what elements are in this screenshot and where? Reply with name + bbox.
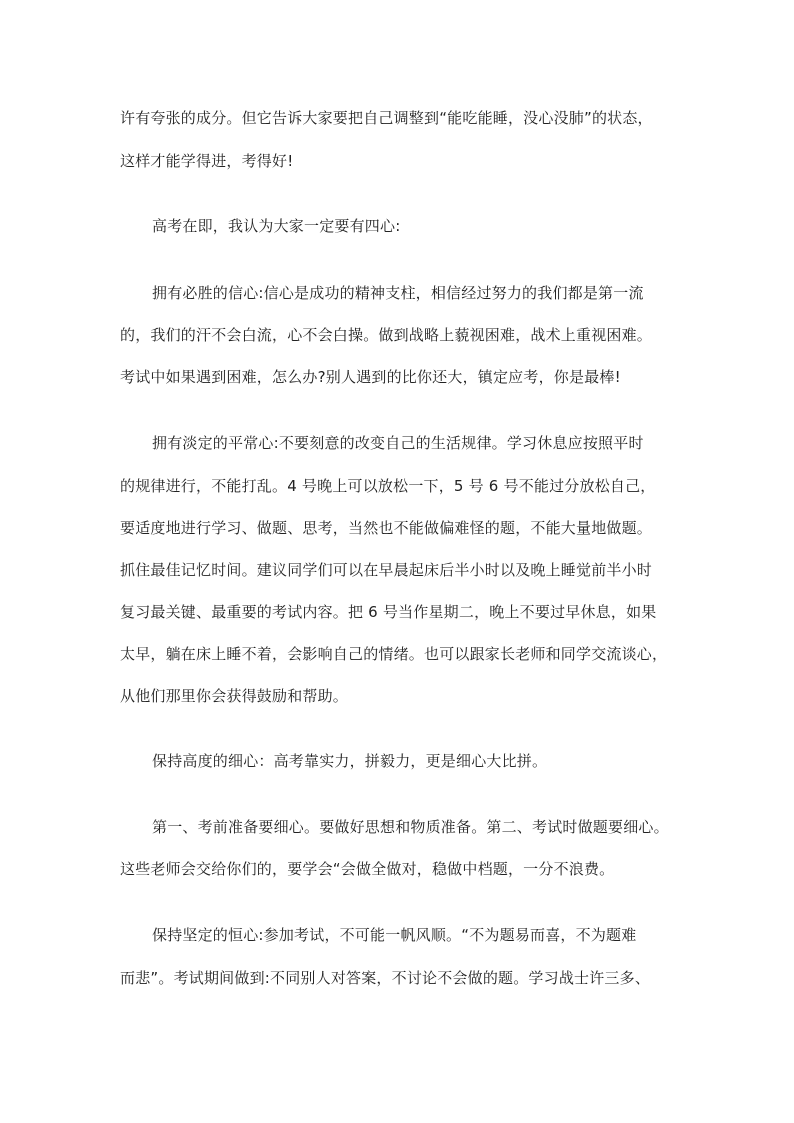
text-line-14: 保持高度的细心：高考靠实力，拼毅力，更是细心大比拼。	[152, 752, 548, 770]
text-line-15: 第一、考前准备要细心。要做好思想和物质准备。第二、考试时做题要细心。	[152, 818, 669, 836]
text-line-7: 拥有淡定的平常心:不要刻意的改变自己的生活规律。学习休息应按照平时	[152, 434, 644, 452]
text-line-11: 复习最关键、最重要的考试内容。把 6 号当作星期二，晚上不要过早休息，如果	[120, 603, 657, 621]
text-line-6: 考试中如果遇到困难，怎么办?别人遇到的比你还大，镇定应考，你是最棒!	[120, 368, 621, 386]
text-line-4: 拥有必胜的信心:信心是成功的精神支柱，相信经过努力的我们都是第一流	[152, 284, 644, 302]
text-line-10: 抓住最佳记忆时间。建议同学们可以在早晨起床后半小时以及晚上睡觉前半小时	[120, 561, 653, 579]
text-line-18: 而悲”。考试期间做到:不同别人对答案，不讨论不会做的题。学习战士许三多、	[120, 969, 651, 987]
text-line-8: 的规律进行，不能打乱。4 号晚上可以放松一下，5 号 6 号不能过分放松自己，	[120, 477, 656, 495]
text-line-5: 的，我们的汗不会白流，心不会白操。做到战略上藐视困难，战术上重视困难。	[120, 326, 653, 344]
text-line-2: 这样才能学得进，考得好!	[120, 152, 294, 170]
text-line-16: 这些老师会交给你们的，要学会“会做全做对，稳做中档题，一分不浪费。	[120, 860, 615, 878]
text-line-3: 高考在即，我认为大家一定要有四心:	[152, 217, 401, 235]
text-line-9: 要适度地进行学习、做题、思考，当然也不能做偏难怪的题，不能大量地做题。	[120, 519, 653, 537]
text-line-17: 保持坚定的恒心:参加考试，不可能一帆风顺。“不为题易而喜，不为题难	[152, 926, 637, 944]
text-line-1: 许有夸张的成分。但它告诉大家要把自己调整到“能吃能睡，没心没肺”的状态，	[120, 109, 653, 127]
text-line-12: 太早，躺在床上睡不着，会影响自己的情绪。也可以跟家长老师和同学交流谈心，	[120, 645, 668, 663]
text-line-13: 从他们那里你会获得鼓励和帮助。	[120, 687, 349, 705]
